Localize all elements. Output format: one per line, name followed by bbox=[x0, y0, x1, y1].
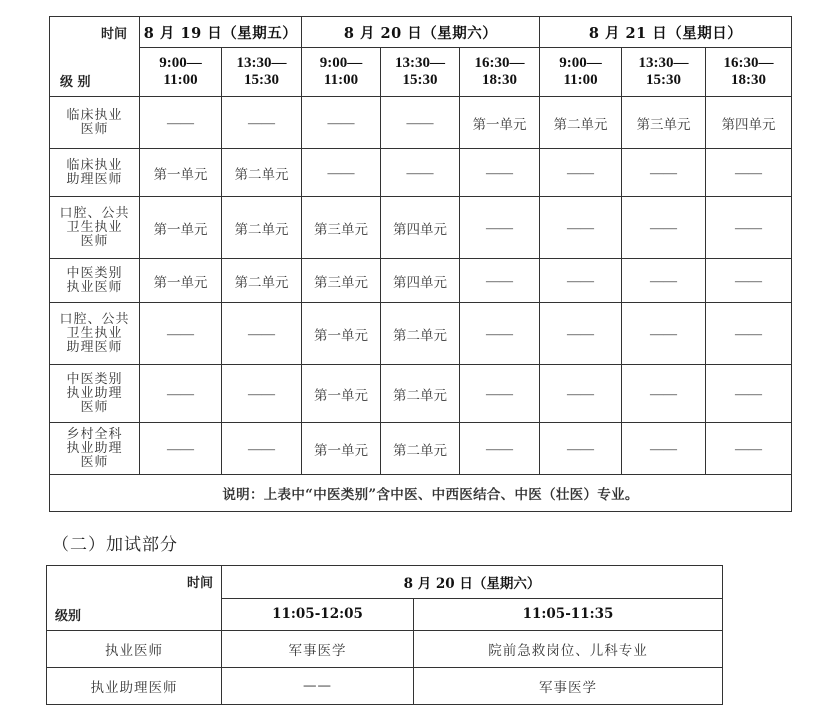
schedule-cell: —— bbox=[540, 365, 622, 423]
level-label bbox=[50, 149, 140, 197]
time-slot-line: 11:00 bbox=[323, 72, 359, 88]
schedule-cell: 第一单元 bbox=[302, 423, 381, 475]
level-label-line: 临床执业 bbox=[66, 107, 123, 123]
level-label-line: 助理医师 bbox=[66, 171, 123, 187]
time-slot-line: 11:00 bbox=[563, 72, 598, 88]
exam-subject-cell: 军事医学 bbox=[414, 668, 723, 705]
schedule-cell: —— bbox=[706, 259, 792, 303]
exam-subject-cell: 军事医学 bbox=[222, 631, 414, 668]
schedule-cell: —— bbox=[140, 423, 222, 475]
schedule-cell: —— bbox=[706, 197, 792, 259]
corner-time-label: 时间 bbox=[100, 27, 127, 42]
schedule-cell: 第二单元 bbox=[381, 365, 460, 423]
time-slot-line: 13:30— bbox=[638, 55, 689, 71]
schedule-cell: —— bbox=[706, 149, 792, 197]
level-label-line: 医师 bbox=[80, 121, 109, 137]
date-header-2: 8 月 20 日（星期六） bbox=[222, 566, 723, 599]
corner-level-label: 级 别 bbox=[60, 75, 91, 90]
time-slot-line: 18:30 bbox=[731, 72, 767, 88]
table-row bbox=[50, 149, 792, 197]
time-header-2-1: 11:05-11:35 bbox=[414, 598, 723, 631]
level-label-line: 口腔、公共 bbox=[59, 311, 130, 327]
schedule-cell: —— bbox=[302, 97, 381, 149]
schedule-cell: 第一单元 bbox=[140, 149, 222, 197]
level-label-line: 医师 bbox=[80, 399, 109, 415]
schedule-cell: 第二单元 bbox=[222, 149, 302, 197]
schedule-cell: —— bbox=[140, 365, 222, 423]
time-slot-header bbox=[302, 48, 381, 97]
table-row bbox=[50, 423, 792, 475]
schedule-cell: —— bbox=[622, 149, 706, 197]
schedule-cell: 第二单元 bbox=[381, 303, 460, 365]
time-slot-line: 18:30 bbox=[482, 72, 518, 88]
time-slot-header bbox=[706, 48, 792, 97]
schedule-cell: —— bbox=[222, 365, 302, 423]
level-label-line: 口腔、公共 bbox=[59, 205, 130, 221]
schedule-cell: —— bbox=[622, 303, 706, 365]
time-slot-line: 13:30— bbox=[395, 55, 446, 71]
schedule-cell: 第一单元 bbox=[302, 303, 381, 365]
table-row bbox=[50, 259, 792, 303]
time-slot-line: 9:00— bbox=[319, 55, 363, 71]
corner-level-label-2: 级别 bbox=[55, 609, 82, 624]
schedule-cell: —— bbox=[381, 149, 460, 197]
table-row bbox=[50, 365, 792, 423]
time-slot-header bbox=[381, 48, 460, 97]
schedule-cell: —— bbox=[622, 365, 706, 423]
level-label-line: 助理医师 bbox=[66, 339, 123, 355]
time-slot-line: 11:00 bbox=[163, 72, 198, 88]
exam-subject-cell: —— bbox=[222, 668, 414, 705]
schedule-cell: —— bbox=[460, 197, 540, 259]
schedule-cell: —— bbox=[381, 97, 460, 149]
time-slot-header bbox=[460, 48, 540, 97]
time-slot-line: 9:00— bbox=[559, 55, 602, 71]
time-slot-line: 15:30 bbox=[402, 72, 438, 88]
level-label-line: 乡村全科 bbox=[66, 426, 123, 442]
schedule-cell: —— bbox=[222, 303, 302, 365]
schedule-cell: —— bbox=[140, 97, 222, 149]
schedule-cell: —— bbox=[540, 259, 622, 303]
level-label-line: 中医类别 bbox=[66, 265, 123, 281]
time-slot-line: 9:00— bbox=[159, 55, 202, 71]
level-label-line: 医师 bbox=[80, 233, 109, 249]
schedule-cell: —— bbox=[706, 303, 792, 365]
schedule-cell: 第四单元 bbox=[381, 259, 460, 303]
schedule-cell: 第四单元 bbox=[706, 97, 792, 149]
table-row bbox=[50, 97, 792, 149]
schedule-cell: —— bbox=[460, 365, 540, 423]
level-label bbox=[50, 97, 140, 149]
level-label bbox=[50, 303, 140, 365]
written-exam-schedule-table bbox=[49, 16, 792, 512]
schedule-cell: —— bbox=[540, 303, 622, 365]
additional-exam-table bbox=[46, 565, 723, 705]
date-header-aug19: 8 月 19 日（星期五） bbox=[140, 17, 302, 48]
table-note bbox=[50, 475, 792, 512]
schedule-cell: —— bbox=[622, 197, 706, 259]
schedule-cell: —— bbox=[540, 423, 622, 475]
schedule-cell: 第三单元 bbox=[622, 97, 706, 149]
level-label-line: 执业医师 bbox=[66, 279, 123, 295]
schedule-cell: —— bbox=[540, 149, 622, 197]
level-label-line: 临床执业 bbox=[66, 157, 123, 173]
level-label bbox=[50, 259, 140, 303]
exam-subject-cell: 院前急救岗位、儿科专业 bbox=[414, 631, 723, 668]
schedule-cell: —— bbox=[706, 365, 792, 423]
time-slot-line: 15:30 bbox=[244, 72, 279, 88]
table-row bbox=[50, 197, 792, 259]
time-header-2-0: 11:05-12:05 bbox=[222, 598, 414, 631]
schedule-cell: —— bbox=[222, 423, 302, 475]
time-slot-header bbox=[540, 48, 622, 97]
level-label-line: 医师 bbox=[80, 454, 109, 470]
schedule-cell: 第一单元 bbox=[302, 365, 381, 423]
schedule-cell: 第二单元 bbox=[540, 97, 622, 149]
level-label bbox=[50, 423, 140, 475]
level-label-line: 卫生执业 bbox=[66, 325, 123, 341]
time-slot-line: 13:30— bbox=[236, 55, 287, 71]
schedule-cell: —— bbox=[460, 423, 540, 475]
schedule-cell: 第二单元 bbox=[222, 259, 302, 303]
time-slot-header bbox=[622, 48, 706, 97]
schedule-cell: 第四单元 bbox=[381, 197, 460, 259]
schedule-cell: —— bbox=[706, 423, 792, 475]
level-label bbox=[50, 365, 140, 423]
time-slot-line: 16:30— bbox=[474, 55, 525, 71]
level-label bbox=[50, 197, 140, 259]
date-header-aug20: 8 月 20 日（星期六） bbox=[302, 17, 540, 48]
time-slot-line: 15:30 bbox=[646, 72, 682, 88]
level-label-line: 中医类别 bbox=[66, 371, 123, 387]
schedule-cell: 第二单元 bbox=[381, 423, 460, 475]
schedule-cell: 第一单元 bbox=[460, 97, 540, 149]
time-slot-line: 16:30— bbox=[723, 55, 774, 71]
table-row bbox=[50, 303, 792, 365]
table-note-text: 说明：上表中“中医类别”含中医、中西医结合、中医（壮医）专业。 bbox=[222, 487, 639, 503]
schedule-cell: —— bbox=[222, 97, 302, 149]
level-label: 执业助理医师 bbox=[47, 668, 222, 705]
header-corner bbox=[50, 17, 140, 97]
schedule-cell: —— bbox=[460, 149, 540, 197]
table-row bbox=[47, 631, 723, 668]
schedule-cell: 第一单元 bbox=[140, 259, 222, 303]
schedule-cell: —— bbox=[622, 259, 706, 303]
schedule-cell: 第三单元 bbox=[302, 259, 381, 303]
schedule-cell: —— bbox=[622, 423, 706, 475]
schedule-cell: 第一单元 bbox=[140, 197, 222, 259]
level-label-line: 卫生执业 bbox=[66, 219, 123, 235]
schedule-cell: —— bbox=[302, 149, 381, 197]
level-label-line: 执业助理 bbox=[66, 440, 123, 456]
table-row bbox=[47, 668, 723, 705]
section-title-additional: （二）加试部分 bbox=[52, 535, 178, 555]
corner-time-label-2: 时间 bbox=[186, 576, 213, 591]
schedule-cell: —— bbox=[540, 197, 622, 259]
level-label-line: 执业助理 bbox=[66, 385, 123, 401]
schedule-cell: 第三单元 bbox=[302, 197, 381, 259]
header-corner-2 bbox=[47, 566, 222, 631]
schedule-cell: —— bbox=[460, 303, 540, 365]
time-slot-header bbox=[140, 48, 222, 97]
schedule-cell: 第二单元 bbox=[222, 197, 302, 259]
schedule-cell: —— bbox=[140, 303, 222, 365]
schedule-cell: —— bbox=[460, 259, 540, 303]
level-label: 执业医师 bbox=[47, 631, 222, 668]
date-header-aug21: 8 月 21 日（星期日） bbox=[540, 17, 792, 48]
time-slot-header bbox=[222, 48, 302, 97]
